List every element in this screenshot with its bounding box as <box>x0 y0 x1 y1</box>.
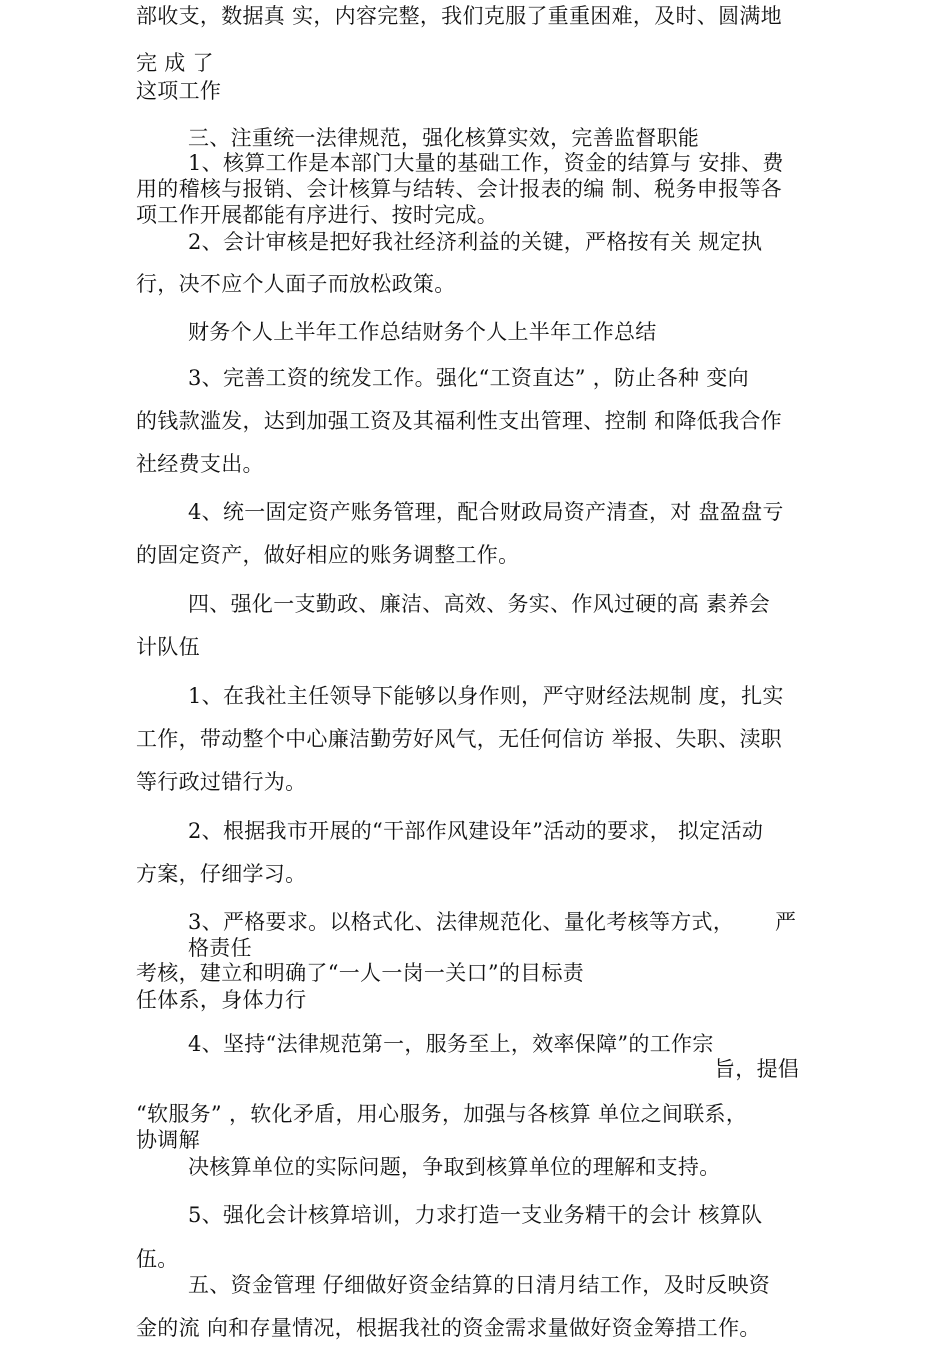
text-line: 行，决不应个人面子而放松政策。 <box>136 272 456 296</box>
text-line: 协调解 <box>136 1128 200 1152</box>
section-heading: 三、注重统一法律规范，强化核算实效，完善监督职能 <box>188 126 700 150</box>
text-line: 的钱款滥发，达到加强工资及其福利性支出管理、控制 和降低我合作 <box>136 409 782 433</box>
text-line: 等行政过错行为。 <box>136 770 307 794</box>
text-line: 2、会计审核是把好我社经济利益的关键，严格按有关 规定执 <box>188 230 763 254</box>
section-heading: 四、强化一支勤政、廉洁、高效、务实、作风过硬的高 素养会 <box>188 592 771 616</box>
text-line: 完 成 了 <box>136 51 214 75</box>
text-line: 社经费支出。 <box>136 452 264 476</box>
text-line: 金的流 向和存量情况，根据我社的资金需求量做好资金筹措工作。 <box>136 1316 761 1340</box>
text-line: 伍。 <box>136 1247 179 1271</box>
text-line: 部收支，数据真 实，内容完整，我们克服了重重困难，及时、圆满地 <box>136 4 782 28</box>
text-line: 方案，仔细学习。 <box>136 862 307 886</box>
section-heading: 五、资金管理 仔细做好资金结算的日清月结工作，及时反映资 <box>188 1273 771 1297</box>
text-line: “软服务” ，软化矛盾，用心服务，加强与各核算 单位之间联系， <box>136 1102 748 1126</box>
document-title: 财务个人上半年工作总结财务个人上半年工作总结 <box>188 320 657 344</box>
text-line: 4、坚持“法律规范第一，服务至上，效率保障”的工作宗 <box>188 1032 714 1056</box>
text-line: 1、在我社主任领导下能够以身作则，严守财经法规制 度，扎实 <box>188 684 784 708</box>
text-line: 这项工作 <box>136 79 222 103</box>
text-line: 考核，建立和明确了“一人一岗一关口”的目标责 <box>136 961 585 985</box>
text-line: 1、核算工作是本部门大量的基础工作，资金的结算与 安排、费 <box>188 151 784 175</box>
text-line: 任体系，身体力行 <box>136 988 307 1012</box>
text-line: 5、强化会计核算培训，力求打造一支业务精干的会计 核算队 <box>188 1203 763 1227</box>
text-line: 旨，提倡 <box>714 1057 800 1081</box>
text-line: 3、完善工资的统发工作。强化“工资直达” ，防止各种 变向 <box>188 366 749 390</box>
text-line: 用的稽核与报销、会计核算与结转、会计报表的编 制、税务申报等各 <box>136 177 782 201</box>
text-line: 工作，带动整个中心廉洁勤劳好风气，无任何信访 举报、失职、渎职 <box>136 727 782 751</box>
text-line: 的固定资产，做好相应的账务调整工作。 <box>136 543 520 567</box>
text-line: 4、统一固定资产账务管理，配合财政局资产清查，对 盘盈盘亏 <box>188 500 784 524</box>
text-line: 3、严格要求。以格式化、法律规范化、量化考核等方式， <box>188 910 735 934</box>
text-line: 严 <box>775 910 797 934</box>
text-line: 2、根据我市开展的“干部作风建设年”活动的要求， 拟定活动 <box>188 819 764 843</box>
text-line: 项工作开展都能有序进行、按时完成。 <box>136 203 499 227</box>
text-line: 决核算单位的实际问题，争取到核算单位的理解和支持。 <box>188 1155 721 1179</box>
text-line: 计队伍 <box>136 635 200 659</box>
text-line: 格责任 <box>188 936 252 960</box>
